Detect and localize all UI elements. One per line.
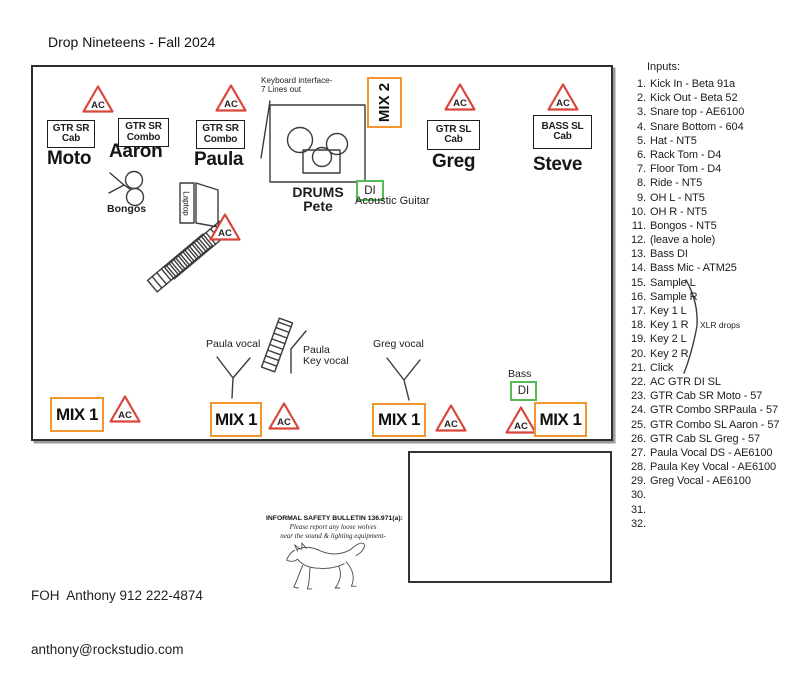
input-list-item [622, 390, 779, 404]
input-list-item [622, 277, 779, 291]
input-label: Bass Mic - ATM25 [650, 262, 737, 275]
input-list-item [622, 121, 779, 135]
amp-gtr-sl-cab: GTR SL Cab [427, 120, 480, 150]
input-label: Key 2 R [650, 347, 689, 360]
foh-contact [31, 551, 203, 677]
laptop-label: Laptop [182, 190, 191, 216]
greg-vocal-label: Greg vocal [373, 338, 424, 350]
mix2-monitor-box: MIX 2 [367, 77, 402, 128]
input-number: 12. [631, 234, 646, 247]
input-list-item [622, 518, 779, 532]
input-list-item [622, 78, 779, 92]
input-number: 15. [631, 276, 646, 289]
input-list-item [622, 248, 779, 262]
mix1-monitor-box-2: MIX 1 [210, 402, 262, 437]
input-list-item [622, 262, 779, 276]
input-list-item [622, 206, 779, 220]
input-label: Sample L [650, 276, 696, 289]
input-list-item [622, 220, 779, 234]
input-label: GTR Combo SRPaula - 57 [650, 404, 779, 417]
input-list-item [622, 163, 779, 177]
input-list-item [622, 149, 779, 163]
input-list-item [622, 362, 779, 376]
input-number: 3. [637, 106, 646, 119]
musician-aaron: Aaron [109, 141, 163, 162]
input-number: 26. [631, 432, 646, 445]
input-number: 28. [631, 461, 646, 474]
page-title: Drop Nineteens - Fall 2024 [48, 34, 216, 50]
mix1-monitor-box-1: MIX 1 [50, 397, 104, 432]
input-list-item [622, 404, 779, 418]
input-label: OH R - NT5 [650, 205, 708, 218]
input-label: GTR Cab SL Greg - 57 [650, 432, 761, 445]
input-list-item [622, 376, 779, 390]
mix1-monitor-box-3: MIX 1 [372, 403, 426, 437]
input-list-item [622, 92, 779, 106]
ac-power-drop-keys: AC [208, 212, 242, 242]
input-label: Floor Tom - D4 [650, 163, 722, 176]
amp-bass-sl-cab: BASS SL Cab [533, 115, 592, 149]
input-label: Rack Tom - D4 [650, 148, 722, 161]
input-number: 32. [631, 517, 646, 530]
musician-moto: Moto [47, 148, 92, 169]
input-number: 2. [637, 92, 646, 105]
input-label: Key 1 L [650, 305, 687, 317]
foh-email: anthony@rockstudio.com [31, 642, 184, 657]
input-list-item [622, 348, 779, 362]
input-list [622, 78, 779, 532]
ac-power-drop-ds-1: AC [108, 394, 142, 424]
input-number: 25. [631, 418, 646, 431]
input-number: 21. [631, 361, 646, 374]
di-box-acoustic: DI [356, 180, 384, 201]
ac-power-drop-moto: AC [81, 84, 115, 114]
di-box-bass: DI [510, 381, 537, 401]
input-list-item [622, 135, 779, 149]
foh-phone: FOH Anthony 912 222-4874 [31, 588, 203, 603]
inputs-header: Inputs: [647, 61, 681, 73]
ac-power-drop-ds-2: AC [267, 401, 301, 431]
ac-power-drop-greg: AC [443, 82, 477, 112]
paula-vocal-label: Paula vocal [206, 338, 261, 350]
input-number: 8. [637, 177, 646, 190]
xlr-drops-note: XLR drops [700, 320, 741, 330]
input-number: 18. [631, 319, 646, 332]
drums-label: DRUMS [292, 184, 344, 200]
input-list-item [622, 447, 779, 461]
input-label: Bass DI [650, 248, 688, 261]
input-list-item [622, 291, 779, 305]
amp-gtr-sr-combo-aaron: GTR SR Combo [118, 118, 169, 147]
input-number: 19. [631, 333, 646, 346]
input-label: (leave a hole) [650, 234, 716, 247]
drummer-name: Pete [303, 198, 333, 214]
input-label: Hat - NT5 [650, 134, 697, 147]
input-list-item [622, 489, 779, 503]
input-list-item [622, 177, 779, 191]
ac-power-drop-ds-4: AC [504, 405, 538, 435]
input-number: 5. [637, 134, 646, 147]
input-number: 23. [631, 390, 646, 403]
input-label: Key 2 L [650, 333, 687, 346]
input-list-item [622, 234, 779, 248]
input-label: GTR Cab SR Moto - 57 [650, 390, 763, 403]
input-number: 11. [631, 219, 646, 232]
input-label: Kick In - Beta 91a [650, 78, 736, 90]
input-list-item [622, 433, 779, 447]
input-number: 13. [631, 248, 646, 261]
input-number: 14. [631, 262, 646, 275]
input-list-item [622, 192, 779, 206]
amp-gtr-sr-cab: GTR SR Cab [47, 120, 95, 148]
input-label: GTR Combo SL Aaron - 57 [650, 418, 780, 431]
input-number: 29. [631, 475, 646, 488]
musician-steve: Steve [533, 154, 583, 175]
keyboard-interface-note: Keyboard interface- 7 Lines out [261, 76, 333, 94]
input-list-item [622, 305, 779, 319]
input-number: 30. [631, 489, 646, 502]
input-list-item [622, 461, 779, 475]
input-list-item [622, 106, 779, 120]
input-label: Paula Key Vocal - AE6100 [650, 461, 777, 474]
input-number: 24. [631, 404, 646, 417]
input-label: Sample R [650, 290, 698, 303]
musician-greg: Greg [432, 151, 476, 172]
input-label: OH L - NT5 [650, 191, 705, 204]
input-number: 4. [637, 120, 646, 133]
input-label: Greg Vocal - AE6100 [650, 475, 751, 488]
wolf-illustration [283, 538, 373, 593]
ac-power-drop-ds-3: AC [434, 403, 468, 433]
input-number: 27. [631, 446, 646, 459]
input-number: 10. [631, 205, 646, 218]
input-label: Paula Vocal DS - AE6100 [650, 446, 773, 459]
input-number: 20. [631, 347, 646, 360]
mic-stands-box [408, 451, 612, 583]
input-list-item [622, 419, 779, 433]
mix1-monitor-box-4: MIX 1 [534, 402, 587, 437]
ac-power-drop-steve: AC [546, 82, 580, 112]
input-label: Key 1 R [650, 319, 689, 332]
input-number: 17. [631, 305, 646, 317]
input-number: 1. [637, 78, 646, 90]
input-number: 16. [631, 290, 646, 303]
ac-power-drop-paula: AC [214, 83, 248, 113]
safety-bulletin-heading: INFORMAL SAFETY BULLETIN 136.971(a): [266, 515, 403, 522]
input-number: 9. [637, 191, 646, 204]
input-label: Bongos - NT5 [650, 219, 717, 232]
bongos-label: Bongos [107, 203, 147, 215]
input-label: Snare top - AE6100 [650, 106, 745, 119]
input-list-item [622, 504, 779, 518]
input-label: Click [650, 361, 674, 374]
input-label: Kick Out - Beta 52 [650, 92, 738, 105]
input-number: 31. [631, 503, 646, 516]
input-label: Ride - NT5 [650, 177, 703, 190]
acoustic-guitar-label: Acoustic Guitar [355, 195, 430, 207]
input-number: 6. [637, 148, 646, 161]
input-label: AC GTR DI SL [650, 375, 721, 388]
input-list-item [622, 475, 779, 489]
bass-di-label: Bass [508, 368, 532, 380]
input-list-item [622, 333, 779, 347]
paula-key-vocal-label: Paula Key vocal [303, 344, 349, 367]
input-label: Snare Bottom - 604 [650, 120, 744, 133]
safety-bulletin-text: Please report any loose wolves near the sound & lighting equipment- [280, 523, 386, 540]
input-number: 7. [637, 163, 646, 176]
amp-gtr-sr-combo-paula: GTR SR Combo [196, 120, 245, 149]
musician-paula: Paula [194, 149, 244, 170]
input-number: 22. [631, 375, 646, 388]
